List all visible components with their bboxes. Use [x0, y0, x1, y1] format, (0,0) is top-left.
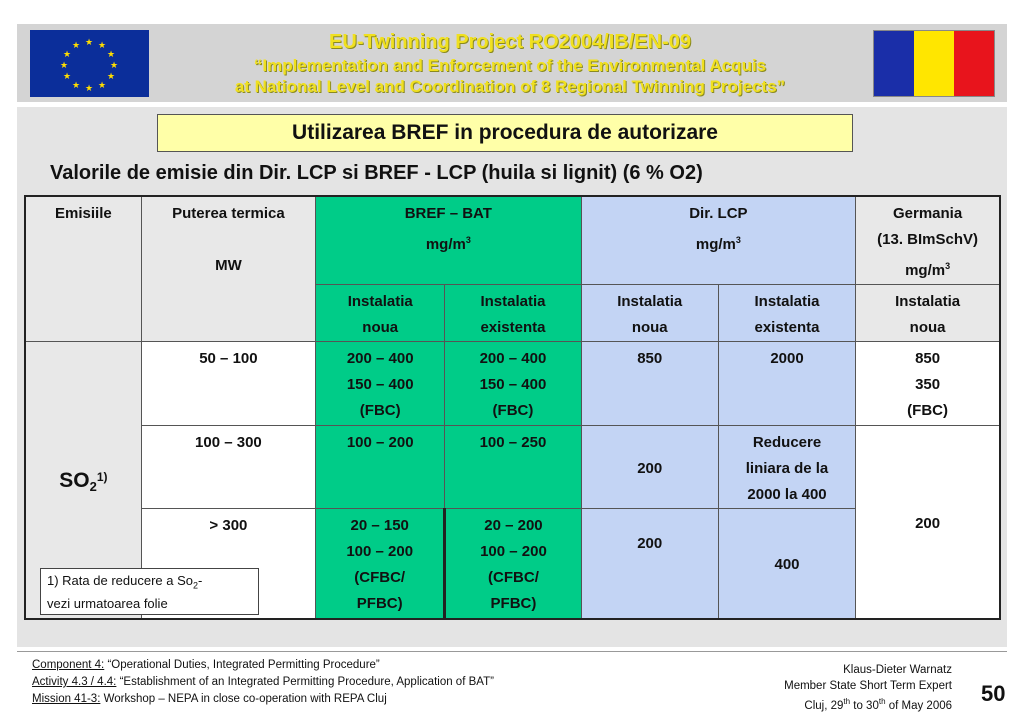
bref-exist-r2: 100 – 250	[445, 426, 581, 509]
bref-new-r3: 20 – 150 100 – 200 (CFBC/ PFBC)	[316, 509, 445, 619]
lcp-exist-r1: 2000	[718, 342, 855, 426]
eu-flag-icon: ★ ★ ★ ★ ★ ★ ★ ★ ★ ★ ★ ★	[30, 30, 149, 97]
lcp-exist-r2: Reducere liniara de la 2000 la 400	[718, 426, 855, 509]
footer-author: Klaus-Dieter Warnatz Member State Short Term Expert Cluj, 29th to 30th of May 2006	[784, 664, 952, 712]
project-subtitle-1: “Implementation and Enforcement of the Environmental Acquis	[253, 56, 767, 75]
footer-divider	[17, 651, 1007, 652]
footer-info: Component 4: “Operational Duties, Integrated Permitting Procedure” Activity 4.3 / 4.4: “Establishment of an Integrated Permitting Procedure, Application of BAT” Mission 41-3: Workshop – NEPA in close co-operation with REPA Cluj	[32, 659, 494, 705]
slide-title: Utilizarea BREF in procedura de autorizare	[157, 114, 853, 152]
so2-cell: $SO_2^{1)}$	[25, 342, 141, 619]
emission-table	[24, 195, 1001, 620]
table-caption: Valorile de emisie din Dir. LCP si BREF - LCP (huila si lignit) (6 % O2)	[50, 162, 703, 184]
bref-exist-r1: 200 – 400 150 – 400 (FBC)	[445, 342, 581, 426]
header-dir-lcp: Dir. LCP $mg/m^3$	[581, 196, 856, 285]
table-row	[25, 342, 1000, 426]
table-row	[25, 426, 1000, 509]
page-number: 50	[981, 681, 1006, 706]
de-r2-r3: 200	[856, 426, 1000, 619]
bref-new-r2: 100 – 200	[316, 426, 445, 509]
subheader-lcp-existenta: Instalatia existenta	[718, 285, 855, 342]
header-germania: Germania (13. BImSchV) $mg/m^3$	[856, 196, 1000, 285]
footnote-box: 1) Rata de reducere a $So_2-$ vezi urmatoarea folie	[40, 568, 259, 615]
power-over-300: > 300	[141, 509, 315, 619]
lcp-new-r2: 200	[581, 426, 718, 509]
project-subtitle-2: at National Level and Coordination of 8 Regional Twinning Projects”	[234, 77, 786, 96]
project-title: EU-Twinning Project RO2004/IB/EN-09	[329, 31, 691, 53]
bref-new-r1: 200 – 400 150 – 400 (FBC)	[316, 342, 445, 426]
bref-exist-r3: 20 – 200 100 – 200 (CFBC/ PFBC)	[445, 509, 581, 619]
lcp-exist-r3: 400	[718, 509, 855, 619]
lcp-new-r3: 200	[581, 509, 718, 619]
romania-flag-icon	[873, 30, 995, 97]
subheader-bref-noua: Instalatia noua	[316, 285, 445, 342]
header-puterea: Puterea termica MW	[141, 196, 315, 342]
subheader-bref-existenta: Instalatia existenta	[445, 285, 581, 342]
power-50-100: 50 – 100	[141, 342, 315, 426]
subheader-germania-noua: Instalatia noua	[856, 285, 1000, 342]
subheader-lcp-noua: Instalatia noua	[581, 285, 718, 342]
de-r1: 850 350 (FBC)	[856, 342, 1000, 426]
power-100-300: 100 – 300	[141, 426, 315, 509]
header-bref-bat: BREF – BAT $mg/m^3$	[316, 196, 582, 285]
lcp-new-r1: 850	[581, 342, 718, 426]
header-emisiile: Emisiile	[25, 196, 141, 342]
